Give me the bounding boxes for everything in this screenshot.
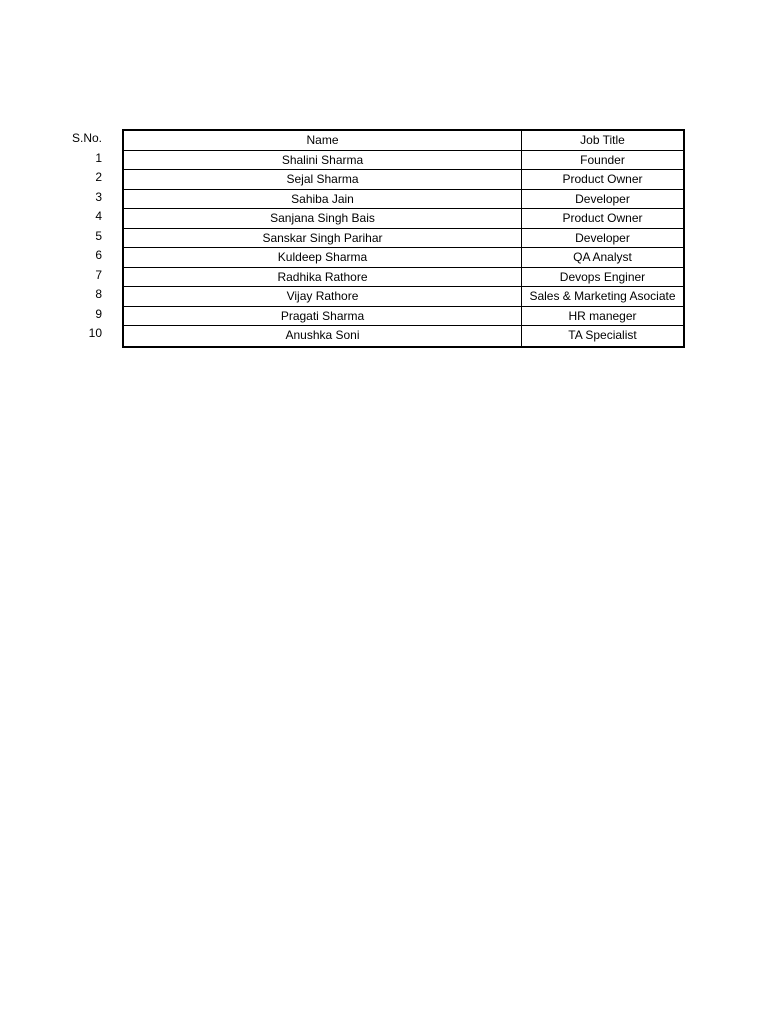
table-row — [124, 190, 683, 210]
job-title-cell: Developer — [575, 230, 630, 245]
sno-cell: 8 — [95, 287, 102, 301]
sno-cell: 7 — [95, 267, 102, 282]
sno-cell: 9 — [95, 306, 102, 321]
table-row — [124, 307, 683, 327]
sno-cell: 2 — [95, 170, 102, 184]
employee-table — [122, 129, 685, 348]
table-header-row — [124, 131, 683, 151]
job-title-cell: Product Owner — [562, 172, 643, 186]
job-title-header: Job Title — [580, 133, 625, 147]
table-row — [124, 151, 683, 171]
table-row — [124, 229, 683, 249]
name-cell: Kuldeep Sharma — [124, 248, 522, 267]
sno-header: S.No. — [71, 131, 102, 145]
job-title-cell: TA Specialist — [568, 328, 637, 342]
name-header: Name — [124, 131, 522, 150]
sno-cell: 10 — [88, 326, 102, 340]
table-row — [124, 326, 683, 346]
serial-number-column — [40, 129, 102, 344]
table-row — [124, 268, 683, 288]
name-cell: Pragati Sharma — [124, 307, 522, 326]
job-title-cell: Sales & Marketing Asociate — [529, 289, 676, 303]
sno-cell: 4 — [95, 209, 102, 223]
sno-cell: 5 — [95, 228, 102, 243]
table-row — [124, 287, 683, 307]
name-cell: Radhika Rathore — [124, 268, 522, 287]
table-row — [124, 170, 683, 190]
table-row — [124, 248, 683, 268]
job-title-cell: QA Analyst — [573, 250, 632, 264]
name-cell: Sahiba Jain — [124, 190, 522, 209]
sno-cell: 3 — [95, 189, 102, 204]
name-cell: Vijay Rathore — [124, 287, 522, 306]
table-row — [124, 209, 683, 229]
job-title-cell: Developer — [575, 191, 630, 206]
sno-cell: 6 — [95, 248, 102, 262]
sno-cell: 1 — [95, 150, 102, 165]
name-cell: Sejal Sharma — [124, 170, 522, 189]
job-title-cell: Devops Enginer — [559, 269, 646, 284]
name-cell: Sanskar Singh Parihar — [124, 229, 522, 248]
job-title-cell: Product Owner — [562, 211, 643, 225]
name-cell: Shalini Sharma — [124, 151, 522, 170]
job-title-cell: Founder — [580, 152, 625, 167]
name-cell: Anushka Soni — [124, 326, 522, 346]
job-title-cell: HR maneger — [568, 308, 637, 323]
name-cell: Sanjana Singh Bais — [124, 209, 522, 228]
